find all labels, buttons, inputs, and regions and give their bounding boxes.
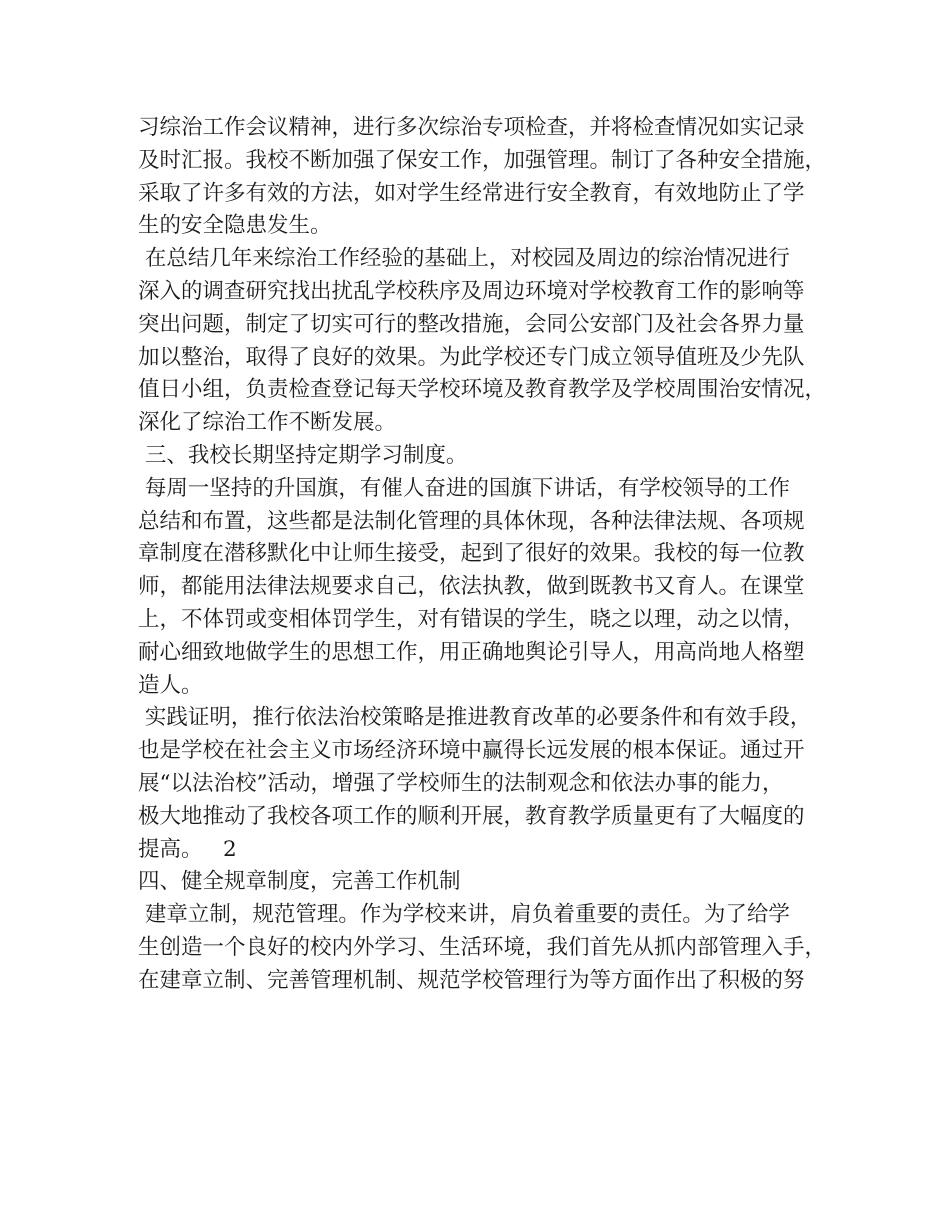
section-heading: 四、健全规章制度，完善工作机制 (138, 869, 461, 895)
text-line: 突出问题，制定了切实可行的整改措施，会同公安部门及社会各界力量 (138, 311, 805, 337)
text-line: 造人。 (138, 672, 203, 698)
text-line: 习综治工作会议精神，进行多次综治专项检查，并将检查情况如实记录 (138, 115, 805, 140)
text-line: 在建章立制、完善管理机制、规范学校管理行为等方面作出了积极的努 (138, 967, 805, 993)
text-line: 在总结几年来综治工作经验的基础上，对校园及周边的综治情况进行 (138, 246, 790, 272)
text-line: 上，不体罚或变相体罚学生，对有错误的学生，晓之以理，动之以情， (138, 606, 805, 632)
text-line: 极大地推动了我校各项工作的顺利开展，教育教学质量更有了大幅度的 (138, 803, 805, 829)
text-line: 耐心细致地做学生的思想工作，用正确地舆论引导人，用高尚地人格塑 (138, 639, 805, 665)
document-body (138, 112, 838, 998)
text-line: 展“以法治校”活动，增强了学校师生的法制观念和依法办事的能力， (138, 770, 784, 796)
text-line: 值日小组，负责检查登记每天学校环境及教育教学及学校周围治安情况， (138, 377, 827, 403)
text-line: 实践证明，推行依法治校策略是推进教育改革的必要条件和有效手段， (138, 705, 812, 731)
text-line: 采取了许多有效的方法，如对学生经常进行安全教育，有效地防止了学 (138, 180, 805, 206)
text-line: 师，都能用法律法规要求自己，依法执教，做到既教书又育人。在课堂 (138, 574, 805, 600)
text-line: 总结和布置，这些都是法制化管理的具体休现，各种法律法规、各项规 (138, 508, 805, 534)
text-line: 生的安全隐患发生。 (138, 213, 332, 239)
text-line: 也是学校在社会主义市场经济环境中赢得长远发展的根本保证。通过开 (138, 738, 805, 764)
text-line: 提高。 2 (138, 836, 237, 862)
section-heading: 三、我校长期坚持定期学习制度。 (138, 442, 468, 468)
text-line: 加以整治，取得了良好的效果。为此学校还专门成立领导值班及少先队 (138, 344, 805, 370)
text-line: 每周一坚持的升国旗，有催人奋进的国旗下讲话，有学校领导的工作 (138, 475, 790, 501)
text-line: 深入的调查研究找出扰乱学校秩序及周边环境对学校教育工作的影响等 (138, 278, 805, 304)
text-line: 深化了综治工作不断发展。 (138, 410, 397, 436)
text-line: 章制度在潜移默化中让师生接受，起到了很好的效果。我校的每一位教 (138, 541, 805, 567)
text-line: 及时汇报。我校不断加强了保安工作，加强管理。制订了各种安全措施， (138, 147, 827, 173)
text-line: 生创造一个良好的校内外学习、生活环境，我们首先从抓内部管理入手， (138, 934, 827, 960)
text-line: 建章立制，规范管理。作为学校来讲，肩负着重要的责任。为了给学 (138, 902, 790, 928)
